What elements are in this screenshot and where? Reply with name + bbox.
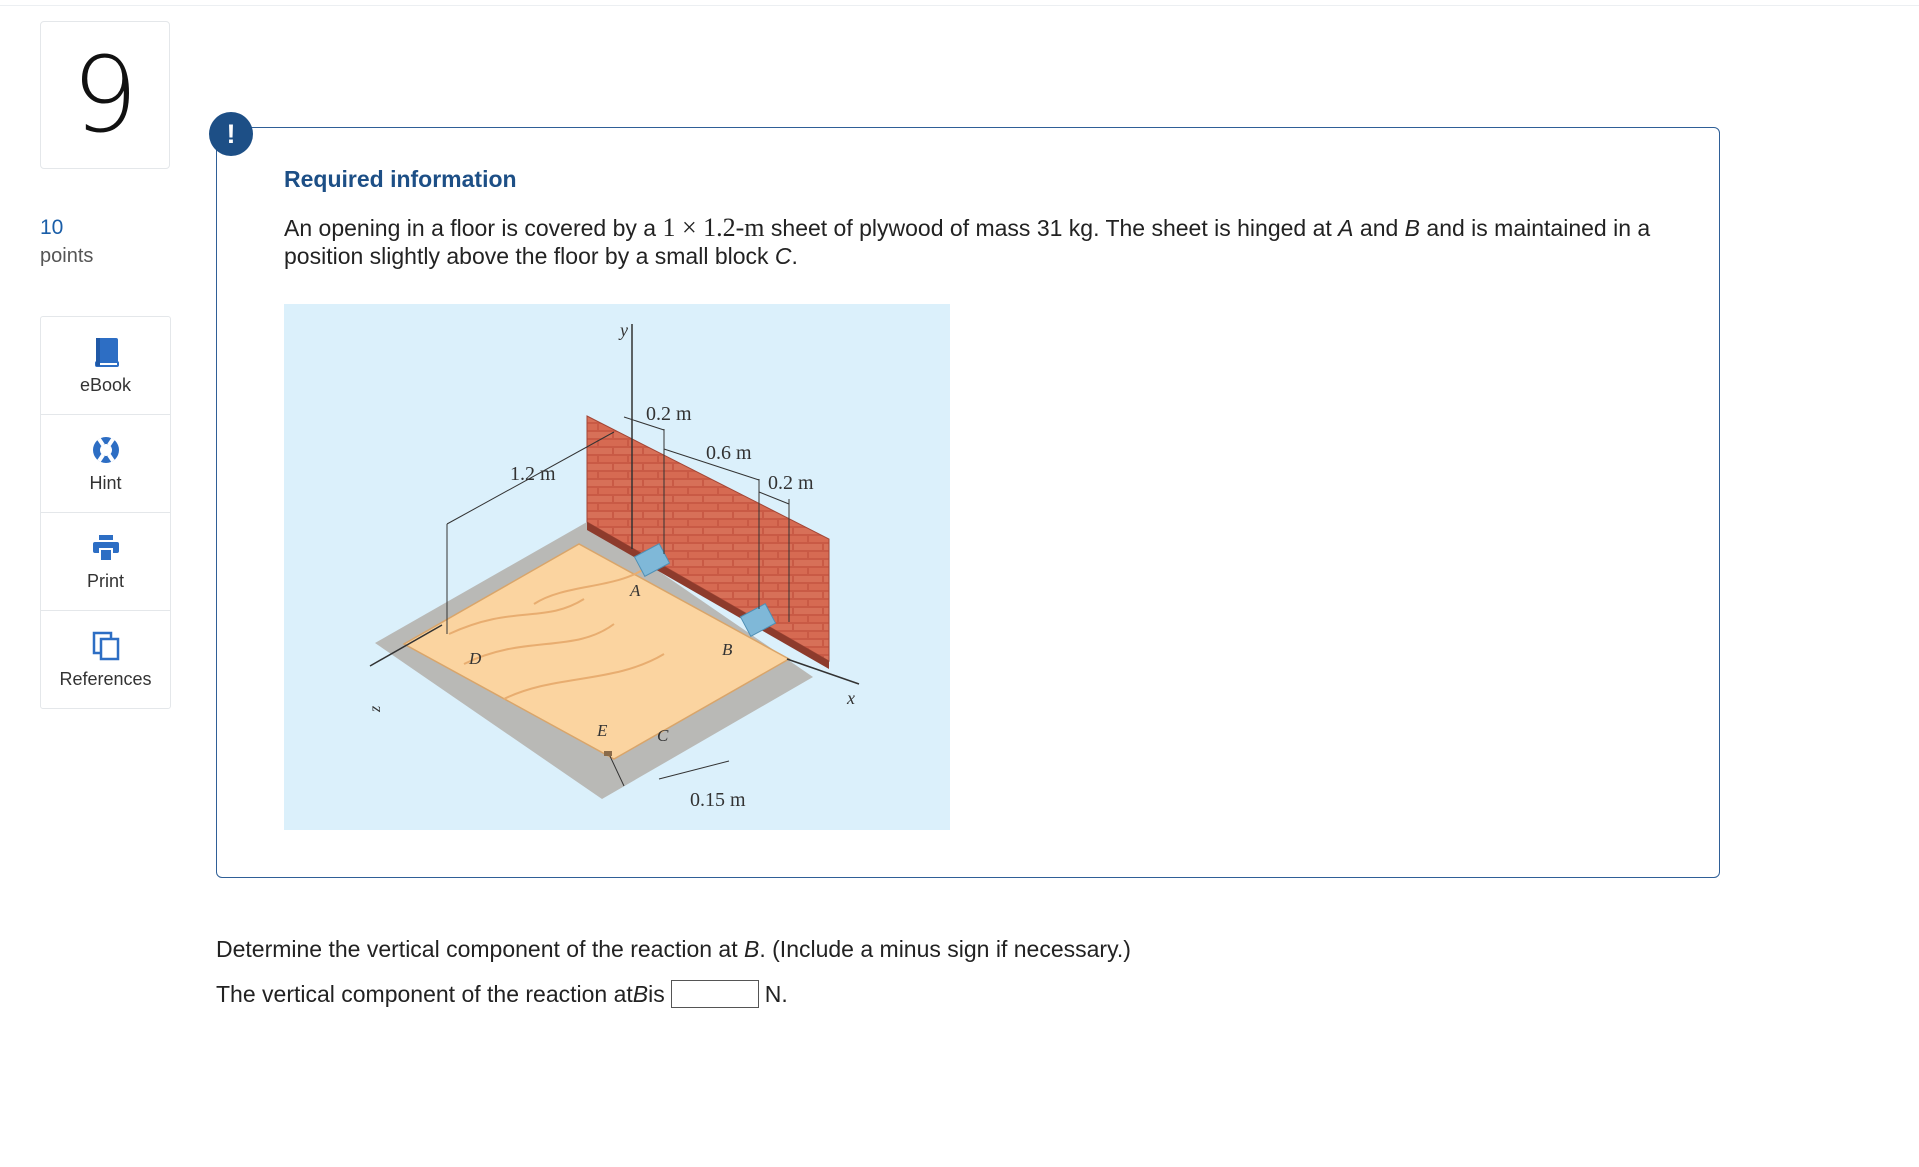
answer-point: B bbox=[632, 980, 649, 1007]
block-c bbox=[604, 751, 612, 756]
label-0-2m-top: 0.2 m bbox=[646, 403, 692, 425]
label-e: E bbox=[597, 721, 608, 740]
label-y: y bbox=[620, 320, 628, 340]
tools-panel bbox=[40, 316, 171, 709]
answer-prefix: The vertical component of the reaction at bbox=[216, 980, 633, 1007]
book-icon bbox=[90, 336, 122, 368]
label-d: D bbox=[469, 649, 482, 668]
references-button[interactable] bbox=[41, 611, 170, 708]
alert-icon: ! bbox=[209, 112, 253, 156]
figure-svg bbox=[284, 304, 950, 830]
answer-row bbox=[216, 980, 788, 1008]
label-0-6m: 0.6 m bbox=[706, 442, 752, 464]
plywood-figure bbox=[284, 304, 950, 830]
hint-label: Hint bbox=[89, 472, 122, 493]
question-number: 9 bbox=[40, 21, 170, 169]
answer-unit: N. bbox=[764, 980, 788, 1007]
label-x: x bbox=[847, 688, 855, 708]
label-a: A bbox=[630, 581, 641, 600]
label-0-2m-right: 0.2 m bbox=[768, 472, 814, 494]
points-label: points bbox=[40, 245, 94, 267]
label-0-15m: 0.15 m bbox=[690, 789, 746, 811]
lifebuoy-icon bbox=[90, 434, 122, 466]
top-divider bbox=[0, 5, 1919, 6]
label-z: z bbox=[367, 705, 384, 712]
print-button[interactable] bbox=[41, 513, 170, 611]
points-info bbox=[40, 214, 93, 270]
label-c: C bbox=[657, 726, 669, 745]
answer-input[interactable] bbox=[671, 980, 759, 1008]
info-title: Required information bbox=[284, 166, 517, 192]
references-label: References bbox=[59, 668, 152, 689]
copy-pages-icon bbox=[90, 630, 122, 662]
hint-button[interactable] bbox=[41, 415, 170, 513]
print-label: Print bbox=[86, 570, 124, 591]
label-b: B bbox=[722, 640, 733, 659]
problem-statement: An opening in a floor is covered by a 1 × 1.2-m sheet of plywood of mass 31 kg. The sheet is hinged at A and B and is maintained in a position slightly above the floor by a small block C. bbox=[284, 213, 1651, 269]
ebook-label: eBook bbox=[79, 374, 132, 395]
question-prompt: Determine the vertical component of the reaction at B. (Include a minus sign if necessary.) bbox=[216, 936, 1131, 962]
points-value: 10 bbox=[40, 216, 64, 239]
ebook-button[interactable] bbox=[41, 317, 170, 415]
label-1-2m: 1.2 m bbox=[510, 463, 556, 485]
printer-icon bbox=[90, 532, 122, 564]
answer-is: is bbox=[648, 980, 665, 1007]
